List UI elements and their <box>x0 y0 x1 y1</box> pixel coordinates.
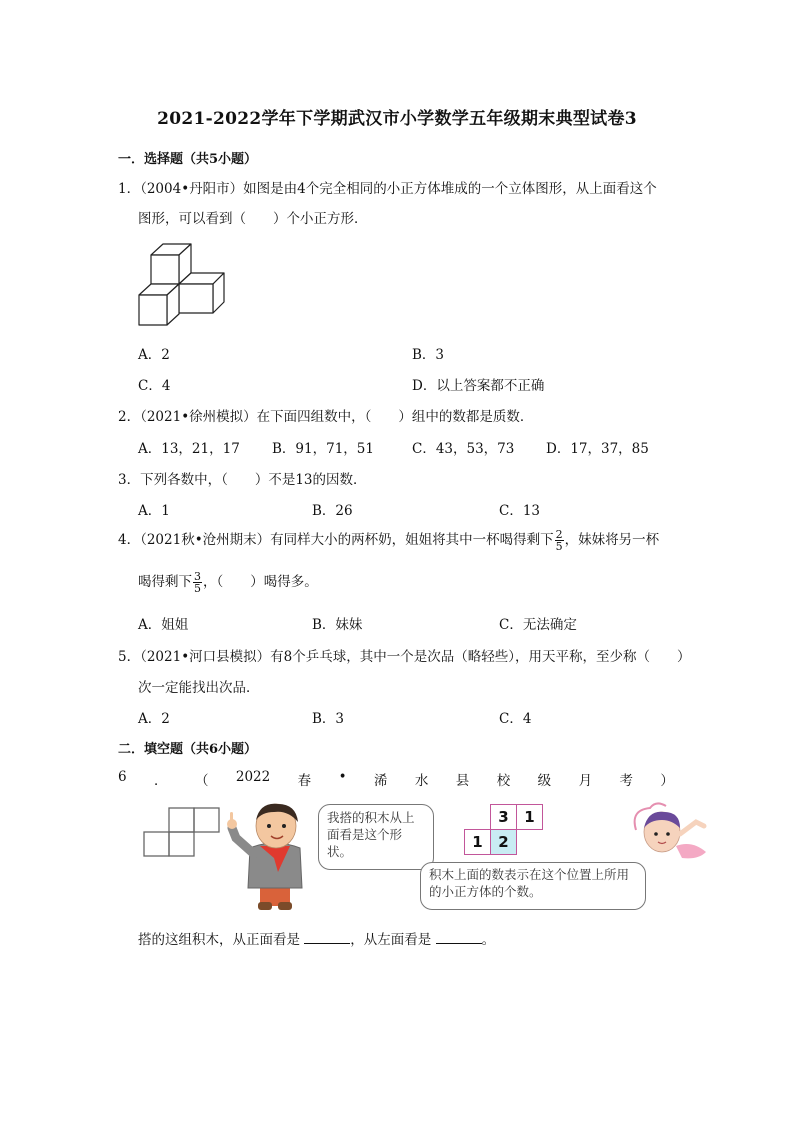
q6-token: 2022 <box>235 769 271 785</box>
q3-option-a[interactable]: A．1 <box>138 503 170 519</box>
q2-option-c[interactable]: C．43，53，73 <box>412 441 515 457</box>
outline-square <box>169 832 194 856</box>
fraction-denominator: 5 <box>555 540 563 553</box>
question-1-line-2: 图形，可以看到（ ）个小正方形． <box>138 211 368 227</box>
q6-token: 县 <box>455 773 470 789</box>
eye <box>654 832 658 836</box>
q1-option-c[interactable]: C．4 <box>138 378 171 394</box>
shoe <box>278 902 292 910</box>
q1-option-d[interactable]: D．以上答案都不正确 <box>412 378 545 394</box>
q4-text-part: ，（ ）喝得多。 <box>203 574 318 590</box>
dress <box>676 844 706 858</box>
q5-option-a[interactable]: A．2 <box>138 711 170 727</box>
eye <box>282 824 286 828</box>
q4-text-part: 喝得剩下 <box>138 574 192 590</box>
q1-option-a[interactable]: A．2 <box>138 347 170 363</box>
question-5-line-1: 5．（2021•河口县模拟）有8个乒乓球，其中一个是次品（略轻些），用天平称，至少称（ ） <box>118 649 691 665</box>
cube-front-face <box>151 255 179 284</box>
q6-token: ） <box>660 773 674 789</box>
fraction-three-fifths <box>193 571 202 594</box>
eye <box>666 832 670 836</box>
outline-square <box>194 808 219 832</box>
q6-answer-text: 。 <box>481 932 496 948</box>
answer-blank-front[interactable] <box>304 931 350 944</box>
grid-cell: 1 <box>464 829 491 855</box>
q6-token: 考 <box>619 773 633 789</box>
q4-text-part: ，妹妹将另一杯 <box>564 532 660 548</box>
question-6-header <box>118 769 674 789</box>
eye <box>267 824 271 828</box>
q6-answer-text: 搭的这组积木，从正面看是 <box>138 932 300 948</box>
grid-cell: 3 <box>490 804 517 830</box>
page-title: 2021-2022学年下学期武汉市小学数学五年级期末典型试卷3 <box>157 109 637 129</box>
fraction-two-fifths <box>555 529 564 552</box>
shoe <box>258 902 272 910</box>
speech-bubble-girl: 积木上面的数表示在这个位置上所用的小正方体的个数。 <box>420 862 646 910</box>
fraction-denominator: 5 <box>194 582 201 595</box>
pointing-finger <box>230 812 233 822</box>
q2-option-a[interactable]: A．13，21，17 <box>138 441 240 457</box>
q2-option-b[interactable]: B．91，71，51 <box>272 441 374 457</box>
section-heading-fill-blank: 二．填空题（共6小题） <box>118 742 258 757</box>
q6-token: 月 <box>578 773 593 789</box>
outline-square <box>169 808 194 832</box>
q2-option-d[interactable]: D．17，37，85 <box>546 441 649 457</box>
number-grid <box>464 804 544 854</box>
grid-cell: 2 <box>490 829 517 855</box>
top-view-outline <box>142 806 224 858</box>
q5-option-b[interactable]: B．3 <box>312 711 345 727</box>
question-4-line-1 <box>118 528 659 552</box>
q3-option-b[interactable]: B．26 <box>312 503 353 519</box>
q6-token: （ <box>194 773 209 789</box>
q6-answer-text: ，从左面看是 <box>350 932 432 948</box>
q1-option-b[interactable]: B．3 <box>412 347 445 363</box>
girl-illustration <box>626 800 716 866</box>
question-6-answer-line <box>138 928 495 948</box>
raised-arm <box>232 828 254 854</box>
cube-stack-figure <box>136 240 230 330</box>
q3-option-c[interactable]: C．13 <box>499 503 541 519</box>
grid-cell: 1 <box>516 804 543 830</box>
q6-token: 春 <box>297 773 312 789</box>
fraction-numerator: 2 <box>555 528 563 541</box>
q6-token: • <box>338 769 347 785</box>
q6-token: 6 <box>118 769 127 785</box>
boy-illustration <box>226 798 318 912</box>
q6-token: 级 <box>537 773 552 789</box>
q6-token: ． <box>154 773 168 789</box>
question-4-line-2 <box>138 570 318 594</box>
q4-option-c[interactable]: C．无法确定 <box>499 617 577 633</box>
question-1-line-1: 1．（2004•丹阳市）如图是由4个完全相同的小正方体堆成的一个立体图形，从上面看这个 <box>118 181 657 197</box>
outline-square <box>144 832 169 856</box>
fraction-numerator: 3 <box>194 570 201 583</box>
q6-token: 水 <box>414 773 429 789</box>
question-3-line-1: 3．下列各数中，（ ）不是13的因数． <box>118 472 367 488</box>
q4-option-b[interactable]: B．妹妹 <box>312 617 363 633</box>
cube-front-face <box>139 295 167 325</box>
answer-blank-left[interactable] <box>436 931 482 944</box>
speech-bubble-boy: 我搭的积木从上面看是这个形状。 <box>318 804 434 870</box>
q4-text-part: 4．（2021秋•沧州期末）有同样大小的两杯奶，姐姐将其中一杯喝得剩下 <box>118 532 554 548</box>
q5-option-c[interactable]: C．4 <box>499 711 532 727</box>
q4-option-a[interactable]: A．姐姐 <box>138 617 189 633</box>
cube-front-face <box>179 284 213 313</box>
arm <box>680 822 704 834</box>
question-2-line-1: 2．（2021•徐州模拟）在下面四组数中，（ ）组中的数都是质数． <box>118 409 534 425</box>
q6-token: 浠 <box>373 773 388 789</box>
section-heading-choice: 一．选择题（共5小题） <box>118 152 258 167</box>
question-5-line-2: 次一定能找出次品． <box>138 680 260 696</box>
q6-token: 校 <box>496 773 511 789</box>
